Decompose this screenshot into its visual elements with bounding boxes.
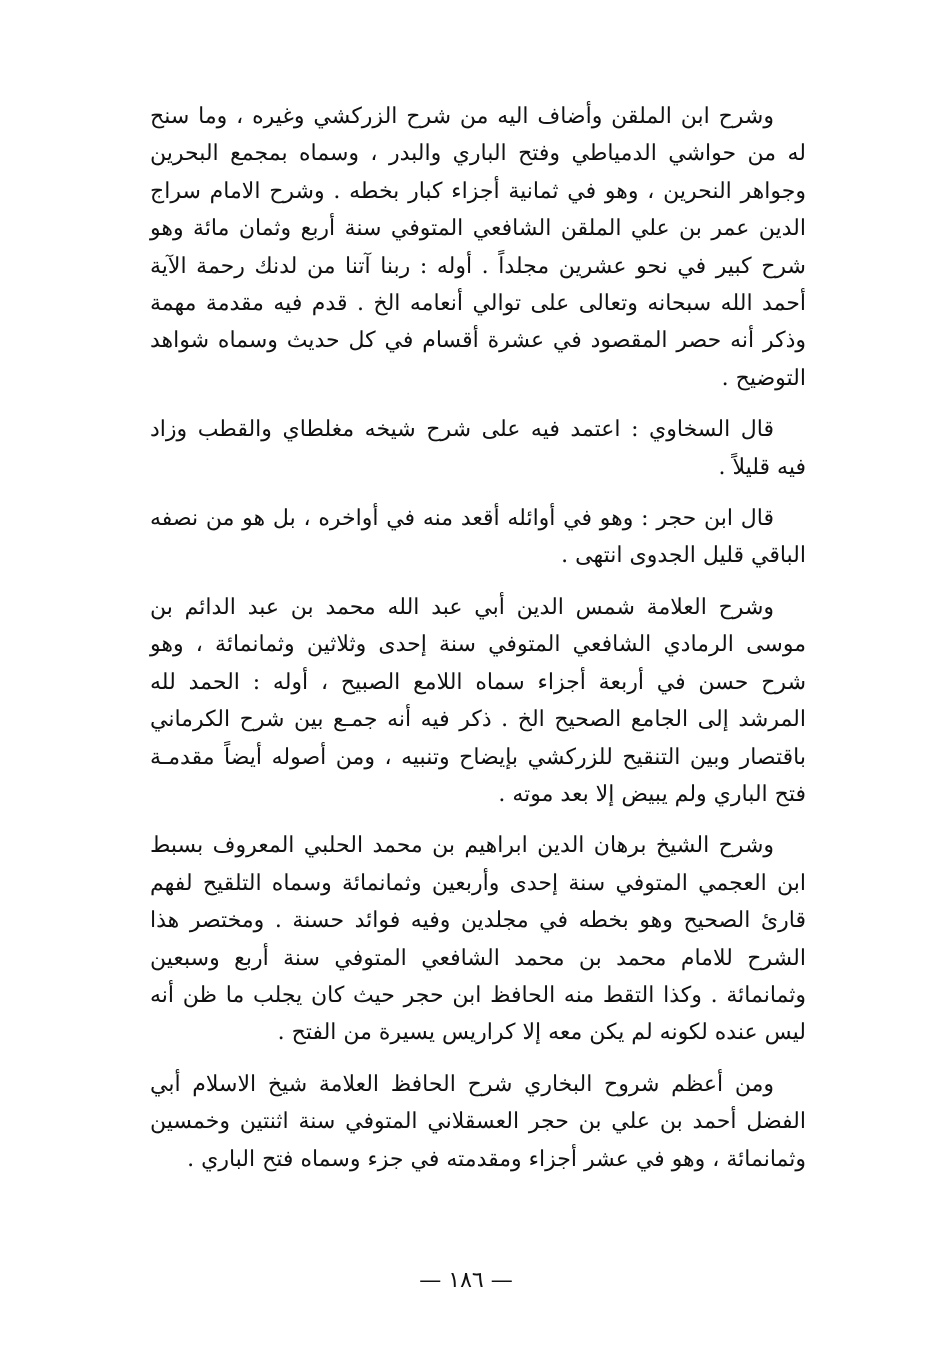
- paragraph-1: وشرح ابن الملقن وأضاف اليه من شرح الزركشي وغيره ، وما سنح له من حواشي الدمياطي وفتح الباري والبدر ، وسماه بمجمع البحرين وجواهر النحرين ، وهو في ثمانية أجزاء كبار بخطه . وشرح الامام سراج الدين عمر بن علي الملقن الشافعي المتوفي سنة أربع وثمان مائة وهو شرح كبير في نحو عشرين مجلداً . أوله : ربنا آتنا من لدنك رحمة الآية أحمد الله سبحانه وتعالى على توالي أنعامه الخ . قدم فيه مقدمة مهمة وذكر أنه حصر المقصود في عشرة أقسام في كل حديث وسماه شواهد التوضيح .: [150, 104, 806, 391]
- paragraph-3: قال ابن حجر : وهو في أوائله أقعد منه في أواخره ، بل هو من نصفه الباقي قليل الجدوى انتهى .: [150, 506, 806, 569]
- paragraph-2: قال السخاوي : اعتمد فيه على شرح شيخه مغلطاي والقطب وزاد فيه قليلاً .: [150, 417, 806, 480]
- body-text: [150, 98, 806, 1192]
- page-number: — ١٨٦ —: [419, 1268, 513, 1293]
- paragraph-4: وشرح العلامة شمس الدين أبي عبد الله محمد بن عبد الدائم بن موسى الرمادي الشافعي المتوفي سنة إحدى وثلاثين وثمانمائة ، وهو شرح حسن في أربعة أجزاء سماه اللامع الصبيح ، أوله : الحمد لله المرشد إلى الجامع الصحيح الخ . ذكر فيه أنه جمـع بين شرح الكرماني باقتصار وبين التنقيح للزركشي بإيضاح وتنبيه ، ومن أصوله أيضاً مقدمـة فتح الباري ولم يبيض إلا بعد موته .: [150, 594, 806, 807]
- paragraph-5: وشرح الشيخ برهان الدين ابراهيم بن محمد الحلبي المعروف بسبط ابن العجمي المتوفي سنة إحدى وأربعين وثمانمائة وسماه التلقيح لفهم قارئ الصحيح وهو بخطه في مجلدين وفيه فوائد حسنة . ومختصر هذا الشرح للامام محمد بن محمد الشافعي المتوفي سنة أربع وسبعين وثمانمائة . وكذا التقط منه الحافظ ابن حجر حيث كان يجلب ما ظن أنه ليس عنده لكونه لم يكن معه إلا كراريس يسيرة من الفتح .: [150, 833, 806, 1046]
- paragraph-6: ومن أعظم شروح البخاري شرح الحافظ العلامة شيخ الاسلام أبي الفضل أحمد بن علي بن حجر العسقلاني المتوفي سنة اثنتين وخمسين وثمانمائة ، وهو في عشر أجزاء ومقدمته في جزء وسماه فتح الباري .: [150, 1071, 806, 1172]
